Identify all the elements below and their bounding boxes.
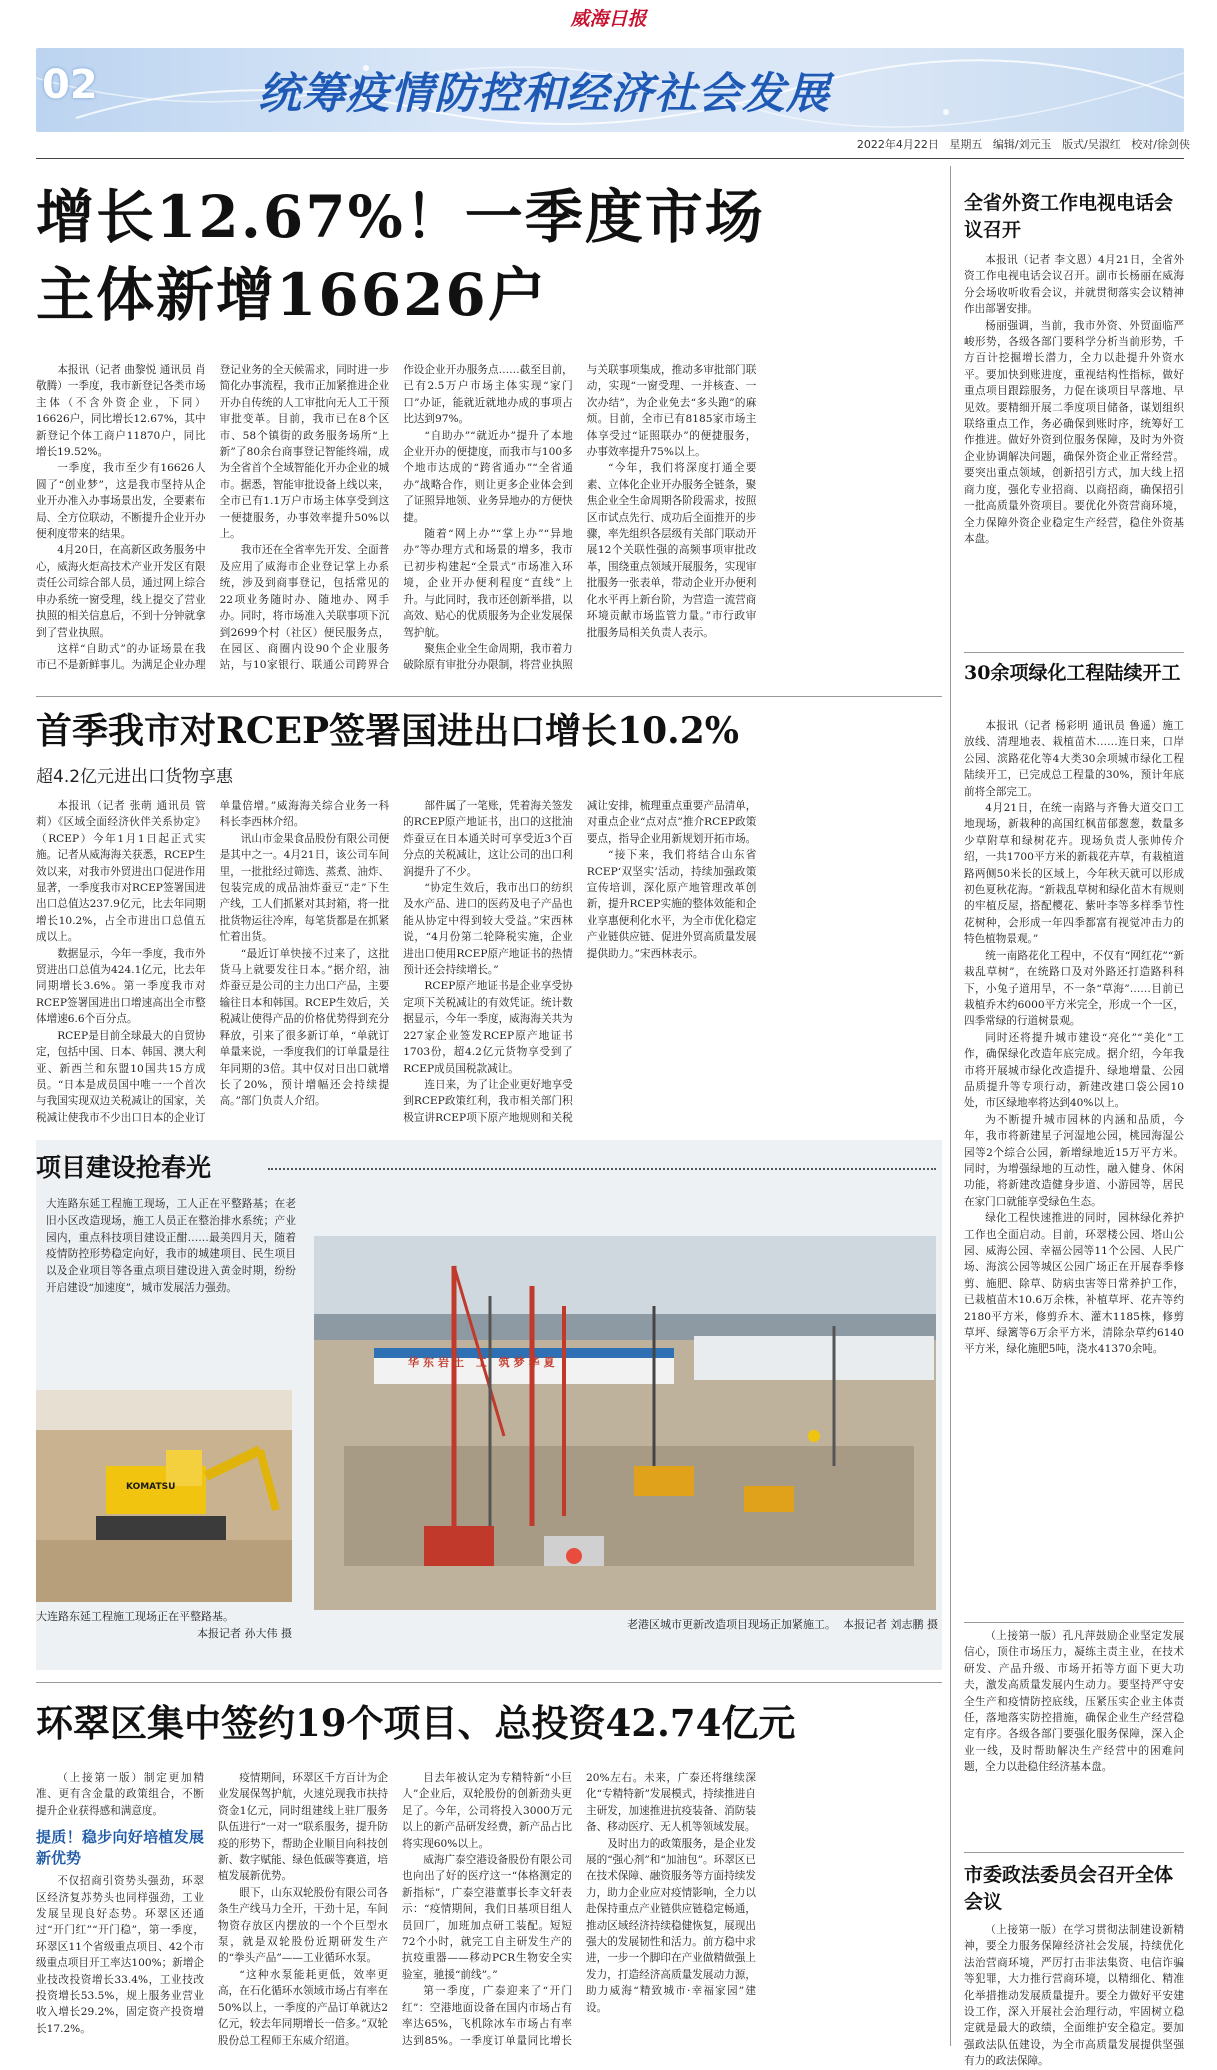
- huancui-para: 疫情期间，环翠区千方百计为企业发展保驾护航，火速兑现我市扶持资金1亿元，同时组建线上驻厂服务队伍进行“一对一”联系服务，提升防疫的形势下，帮助企业顺目向科技创新、数字赋能、绿色低碳等赛道，培植发展新优势。: [218, 1772, 388, 1883]
- right-a2-para: 统一南路花化工程中，不仅有“网红花”“新栽乱草树”，在统路口及对外路还打造路科科下，小兔子道用旱，不一条“草海”……目前已栽植乔木约6000平方米完全，形成一个一区，四季常绿的行道树景观。: [964, 949, 1184, 1028]
- rcep-para: 数据显示，今年一季度，我市外贸进出口总值为424.1亿元，比去年同期增长3.6%。第一季度我市对RCEP签署国进出口增速高出全市整体增速6.6个百分点。: [36, 947, 206, 1026]
- excavator-brand: KOMATSU: [126, 1482, 176, 1492]
- huancui-col1: [36, 1770, 204, 2050]
- divider: [964, 1622, 1184, 1623]
- construction-credit: 本报记者 刘志鹏 摄: [843, 1618, 938, 1631]
- rcep-para: 部件属了一笔账，凭着海关签发的RCEP原产地证书，出口的这批油炸蚕豆在日本通关时可享受近3个百分点的关税减让，这让公司的出口利润提升了不少。: [403, 800, 573, 878]
- huancui-para: 威海广泰空港设备股份有限公司也向出了好的医疗这一“体格测定的新指标”，广泰空港董事长李文轩表示：“疫情期间，我们日基项目组人员回厂，加班加点研工装配。短短72个小时，就完工自主研发生产的抗疫重器——移动PCR生物安全实验室，驰援“前线”。”: [402, 1854, 572, 1981]
- huancui-para: 第一季度，广泰迎来了“开门红”：空港地面设备在国内市场占有率达65%，飞机除冰车市场占有率达到85%。一季度订单量同比增长20%左右。未来，广泰还将继续深化“专精特新”发展模式，持续推进自主研发，加速推进抗疫装备、消防装备、移动医疗、无人机等领域发展。: [402, 1772, 756, 2047]
- projects-feature: [36, 1140, 942, 1670]
- right-a1-body: [964, 252, 1184, 646]
- issue-weekday: 星期五: [949, 138, 983, 151]
- lead-headline: [36, 178, 936, 358]
- construction-photo-art: [314, 1236, 936, 1610]
- section-banner: [36, 48, 1184, 132]
- lead-para: 4月20日，在高新区政务服务中心，威海火炬高技术产业开发区有限责任公司综合部人员，通过网上综合申办系统一窗受理，线上提交了营业执照的相关信息后，不到十分钟就拿到了营业执照。: [36, 544, 206, 639]
- lead-body: [36, 362, 940, 690]
- huancui-para: 不仅招商引资势头强劲，环翠区经济复苏势头也同样强劲，工业发展呈现良好态势。环翠区还通过“开门红”“开门稳”，第一季度，环翠区11个省级重点项目、42个市级重点项目开工率达100%；新增企业技改投资增长33.4%，工业技改投资增长53.5%，规上服务业营业收入增长29.2%，固定资产投资增长17.2%。: [36, 1875, 205, 2035]
- lead-para: “自助办”“就近办”提升了本地企业开办的便捷度，而我市与100多个地市达成的“跨省通办”“全省通办”战略合作，则让更多企业体会到了证照异地领、业务异地办的方便快捷。: [403, 429, 573, 524]
- excavator-credit: 本报记者 孙大伟 摄: [197, 1627, 292, 1640]
- lead-para: 我市还在全省率先开发、全面普及应用了威海市企业登记掌上办系统，涉及到商事登记，包括常见的22项业务随时办、随地办、网手办。同时，将市场准入关联事项下沉到2699个村（社区）便民服务点，在园区、商圈内设90个企业服务站，与10家银行、联通公司跨界合作设企业开办服务点……截至目前，已有2.5万户市场主体实现“家门口”办证，能就近就地办成的事项占比达到97%。: [219, 364, 573, 672]
- huancui-headline: 环翠区集中签约19个项目、总投资42.74亿元: [36, 1701, 796, 1745]
- right-a4-body: [964, 1922, 1184, 2068]
- dateline: [780, 136, 1190, 156]
- construction-site-photo: [314, 1236, 936, 1610]
- proof-credit: 校对/徐剑侠: [1131, 138, 1190, 151]
- lead-headline-line2: 主体新增16626户: [36, 261, 548, 329]
- right-a3-para: （上接第一版）孔凡萍鼓励企业坚定发展信心，顶住市场压力，凝练主责主业，在技术研发、产品升级、市场开拓等方面下更大功夫，激发高质量发展内生动力。要坚持严守安全生产和疫情防控底线，压紧压实企业主体责任，落地落实防控措施，确保企业生产经营稳定有序。各级各部门要强化服务保障，深入企业一线，及时帮助解决生产经营中的困难问题，全力以赴稳住经济基本盘。: [964, 1630, 1184, 1774]
- masthead-paper-name: 威海日报: [570, 8, 647, 30]
- lead-para: 这样“自助式”的办证场景在我市已不是新鲜事儿。为满足企业办理登记业务的全天候需求，同时进一步简化办事流程，我市正加紧推进企业开办自传统的人工审批向无人工干预审批变革。目前，我市已在8个区市、58个镇街的政务服务场所“上新”了80余台商事登记智能终端，成为全省首个全域智能化开办企业的城市。据悉，智能审批设备上线以来，全市已有1.1万户市场主体享受到这一便捷服务，办事效率提升50%以上。: [36, 364, 390, 672]
- right-a4-title: 市委政法委员会召开全体会议: [964, 1864, 1174, 1913]
- rcep-para: RCEP原产地证书是企业享受协定项下关税减让的有效凭证。统计数据显示，今年一季度，威海海关共为227家企业签发RCEP原产地证书1703份，超4.2亿元货物享受到了RCEP成员国税款减让。: [403, 980, 573, 1075]
- lead-headline-line1: 增长12.67%！一季度市场: [36, 183, 765, 251]
- page-number: 02: [42, 62, 98, 108]
- excavator-caption-text: 大连路东延工程施工现场正在平整路基。: [36, 1610, 234, 1623]
- huancui-para: 眼下，山东双轮股份有限公司各条生产线马力全开，干劲十足，车间物资存放区内摆放的一个个巨型水泵，就是双轮股份近期研发生产的“拳头产品”——工业循环水泵。: [218, 1886, 388, 1965]
- projects-title: 项目建设抢春光: [36, 1153, 212, 1182]
- right-a2-para: 为不断提升城市园林的内涵和品质，今年，我市将新建星子河湿地公园，桃园海湿公园等2个综合公园，新增绿地近15万平方米。同时，为增强绿地的互动性，融入健身、休闲功能，将新建改造健身步道、小游园等，居民在家门口就能享受绿色生态。: [964, 1113, 1184, 1208]
- lead-para: 聚焦企业全生命周期，我市着力破除原有审批分办限制，将营业执照与关联事项集成，推动多审批部门联动，实现“一窗受理、一并核查、一次办结”，为企业免去“多头跑”的麻烦。目前，全市已有8185家市场主体享受过“证照联办”的便捷服务，办事效率提升75%以上。: [403, 364, 757, 672]
- right-a2-title: 30余项绿化工程陆续开工: [964, 662, 1181, 684]
- rcep-subhead: 超4.2亿元进出口货物享惠: [36, 767, 234, 787]
- huancui-body: [36, 1770, 940, 2050]
- projects-intro: 大连路东延工程施工现场，工人正在平整路基；在老旧小区改造现场，施工人员正在整治排水系统；产业园内，重点科技项目建设正酣……最美四月天，随着疫情防控形势稳定向好，我市的城建项目、民生项目以及企业项目等各重点项目建设进入黄金时期，纷纷开启建设“加速度”，城市发展活力强劲。: [46, 1198, 296, 1294]
- right-a1-para: 杨丽强调，当前，我市外资、外贸面临严峻形势，各级各部门要科学分析当前形势，千方百计挖掘增长潜力，全力以赴提升外资水平。要加快到账进度，重视结构性指标，做好重点项目跟踪服务，力促在谈项目早落地、早见效。要精细开展二季度项目储备，谋划组织联络重点工作，务必确保到账时序，统筹好工作推进。做好外资到位服务保障，及时为外资企业协调解决问题，确保外资企业正常经营。要突出重点领域，创新招引方式，加大线上招商力度，强化专业招商、以商招商，确保招引一批高质量外资项目。要优化外资营商环境，全力保障外资企业稳定生产经营，稳住外资基本盘。: [964, 319, 1184, 545]
- huancui-para: “这种水泵能耗更低，效率更高，在石化循环水领域市场占有率在50%以上，一季度的产品订单就达2亿元，较去年同期增长一倍多。”双轮股份总工程师王东威介绍道。: [218, 1968, 388, 2047]
- title-rule: [268, 1168, 936, 1170]
- lead-para: 随着“网上办”“掌上办”“异地办”等办理方式和场景的增多，我市已初步构建起“全景式”市场准入环境，企业开办便利程度“直线”上升。与此同时，我市还创新举措，以高效、贴心的优质服务为企业发展保驾护航。: [403, 528, 573, 639]
- huancui-para: 及时出力的政策服务，是企业发展的“强心剂”和“加油包”。环翠区已在技术保障、融资服务等方面持续发力，助力企业应对疫情影响，全力以赴保持重点产业链供应链稳定畅通，推动区域经济持续稳健恢复，展现出强大的发展韧性和活力。前方稳中求进，一步一个脚印在产业做精做强上发力，打造经济高质量发展动力源，助力威海“精致城市·幸福家园”建设。: [586, 1837, 756, 2014]
- masthead-rule: [36, 158, 1184, 159]
- lead-para: “今年，我们将深度打通全要素、立体化企业开办服务全链条，聚焦企业全生命周期各阶段需求，按照区市试点先行、成功后全面推开的步骤，率先组织各层级有关部门联动开展12个关联性强的高频事项审批改革，围绕重点领域开展服务，实现审批服务一张表单，带动企业开办便利化水平再上新台阶，为营造一流营商环境贡献市场监管力量。”市行政审批服务局相关负责人表示。: [586, 462, 757, 639]
- right-a4-para: （上接第一版）在学习贯彻法制建设新精神，要全力服务保障经济社会发展，持续优化法治营商环境，严厉打击非法集资、电信诈骗等犯罪，大力推行营商环境，以精细化、精准化举措推动发展质量提升。要全力做好平安建设工作，深入开展社会治理行动，牢固树立稳定就是最大的政绩，全面维护安全稳定。要加强政法队伍建设，为全市高质量发展提供坚强有力的政法保障。: [964, 1924, 1184, 2068]
- right-a3-body: [964, 1628, 1184, 1844]
- rcep-para: 讯山市金果食品股份有限公司便是其中之一。4月21日，该公司车间里，一批批经过筛选、蒸煮、油炸、包装完成的成品油炸蚕豆“走”下生产线，工人们抓紧对其封箱，将一批批货物运往冷库，每笔货都是在抓紧忙着出货。: [219, 832, 390, 944]
- construction-caption-text: 老港区城市更新改造项目现场正加紧施工。: [627, 1618, 836, 1631]
- rcep-para: RCEP是目前全球最大的自贸协定，包括中国、日本、韩国、澳大利亚、新西兰和东盟10国共15方成员。“日本是成员国中唯一一个首次与我国实现双边关税减让的国家，关税减让使我市不少出口日本的企业订单量倍增。”威海海关综合业务一科科长李西林介绍。: [36, 800, 390, 1124]
- rcep-para: “接下来，我们将结合山东省RCEP‘双坚实’活动，持续加强政策宣传培训，深化原产地管理改革创新，提升RCEP实施的整体效能和企业享惠便利化水平，为全市优化稳定产业链供应链、促进外贸高质量发展提供助力。”宋西林表示。: [586, 849, 757, 960]
- right-a2-para: 4月21日，在统一南路与齐鲁大道交口工地现场，新栽种的高国红枫苗郁葱葱，数量多少草附草和绿树花卉。现场负责人张帅传介绍，一共1700平方米的新栽花卉草，有栽植道路两侧50米长的区域上，今年秋天就可以形成初色夏秋花海。“新栽乱草树和绿化苗木有规则的牢植反屋，搭配樱花、紫叶李等多样季节性花树种，会形成一年四季都富有视觉冲击力的特色植物景观。”: [964, 802, 1184, 946]
- lead-para: 本报讯（记者 曲黎悦 通讯员 肖敬腾）一季度，我市新登记各类市场主体（不含外资企业，下同）16626户，同比增长12.67%，其中新登记个体工商户11870户，同比增长19.52%。: [36, 364, 206, 459]
- huancui-cols: [218, 1770, 940, 2050]
- right-a2-para: 同时还将提升城市建设“亮化”“美化”工作，确保绿化改造年底完成。据介绍，今年我市将开展城市绿化改造提升、绿地增量、公园品质提升等专项行动，新建改建口袋公园10处，市区绿地率将达到40%以上。: [964, 1031, 1184, 1110]
- divider: [36, 696, 942, 697]
- right-a1-para: 本报讯（记者 李文恩）4月21日，全省外资工作电视电话会议召开。副市长杨丽在威海分会场收听收看会议，并就贯彻落实会议精神作出部署安排。: [964, 254, 1184, 316]
- right-a2-para: 绿化工程快速推进的同时，园林绿化养护工作也全面启动。目前，环翠楼公园、塔山公园、威海公园、幸福公园等11个公园、人民广场、海滨公园等城区公园广场正在开展春季修剪、施肥、除草、防病虫害等日常养护工作，已栽植苗木10.6万余株，补植草坪、花卉等约2180平方米，修剪乔木、灌木1185株，修剪草坪、绿篱等6万余平方米，清除杂草约6140平方米，绿化施肥5吨，浇水41370余吨。: [964, 1212, 1184, 1356]
- huancui-lede: （上接第一版）制定更加精准、更有含金量的政策组合，不断提升企业获得感和满意度。: [36, 1772, 204, 1817]
- construction-caption: [546, 1616, 938, 1638]
- huancui-para: 目去年被认定为专精特新“小巨人”企业后，双轮股份的创新劲头更足了。今年，公司将投入3000万元以上的新产品研发经费，新产品占比将实现60%以上。: [402, 1772, 572, 1850]
- editor-credit: 编辑/刘元玉: [992, 138, 1052, 151]
- section-title: 统筹疫情防控和经济社会发展: [258, 69, 830, 119]
- right-a1-title: 全省外资工作电视电话会议召开: [964, 192, 1174, 241]
- excavator-caption: [36, 1608, 292, 1648]
- lead-para: 一季度，我市至少有16626人圆了“创业梦”，这是我市坚持从企业开办准入办事场景出发，全要素布局、全方位联动，不断提升企业开办便利度带来的结果。: [36, 462, 206, 541]
- divider: [36, 1682, 942, 1683]
- site-banner-text: 华东岩土 工 筑梦华夏: [408, 1356, 559, 1369]
- rcep-headline: 首季我市对RCEP签署国进出口增长10.2%: [36, 710, 739, 752]
- excavator-photo-art: [36, 1390, 292, 1602]
- huancui-subhead: 提质！稳步向好培植发展新优势: [36, 1828, 204, 1868]
- right-a2-para: 本报讯（记者 杨彩明 通讯员 鲁遥）施工放线、清理地表、栽植苗木……连日来，口岸公园、滨路花化等4大类30余项城市绿化工程陆续开工，已完成总工程量的30%，预计年底前将全部完工。: [964, 720, 1184, 798]
- excavator-photo: [36, 1390, 292, 1602]
- divider: [964, 652, 1184, 653]
- layout-credit: 版式/吴淑红: [1062, 138, 1121, 151]
- rcep-body: [36, 798, 940, 1136]
- rcep-para: 本报讯（记者 张萌 通讯员 管莉）《区域全面经济伙伴关系协定》（RCEP）今年1月1日起正式实施。记者从威海海关获悉，RCEP生效以来，对我市外贸进出口促进作用显著，一季度我市对RCEP签署国进出口总值达237.9亿元，比去年同期增长10.2%，占全市进出口总值五成以上。: [36, 800, 206, 944]
- rcep-para: “最近订单快接不过来了，这批货马上就要发往日本。”据介绍，油炸蚕豆是公司的主力出口产品，主要输往日本和韩国。RCEP生效后，关税减让使得产品的价格优势得到充分释放，引来了很多新订单，“单就订单量来说，一季度我们的订单量是往年同期的3倍。其中仅对日出口就增长了20%，预计增幅还会持续提高。”部门负责人介绍。: [219, 947, 390, 1108]
- rcep-para: “协定生效后，我市出口的纺织及水产品、进口的医药及电子产品也能从协定中得到较大受益。”宋西林说，“4月份第二轮降税实施，企业进出口使用RCEP原产地证书的热情预计还会持续增长。”: [403, 882, 573, 977]
- divider: [964, 1852, 1184, 1853]
- rcep-para: 连日来，为了让企业更好地享受到RCEP政策红利，我市相关部门积极宣讲RCEP项下原产地规则和关税减让安排，梳理重点重要产品清单，对重点企业“点对点”推介RCEP政策要点，指导企业用新规划开拓市场。: [403, 800, 757, 1124]
- issue-date: 2022年4月22日: [856, 138, 939, 151]
- column-divider: [950, 166, 951, 2046]
- right-a2-body: [964, 718, 1184, 1616]
